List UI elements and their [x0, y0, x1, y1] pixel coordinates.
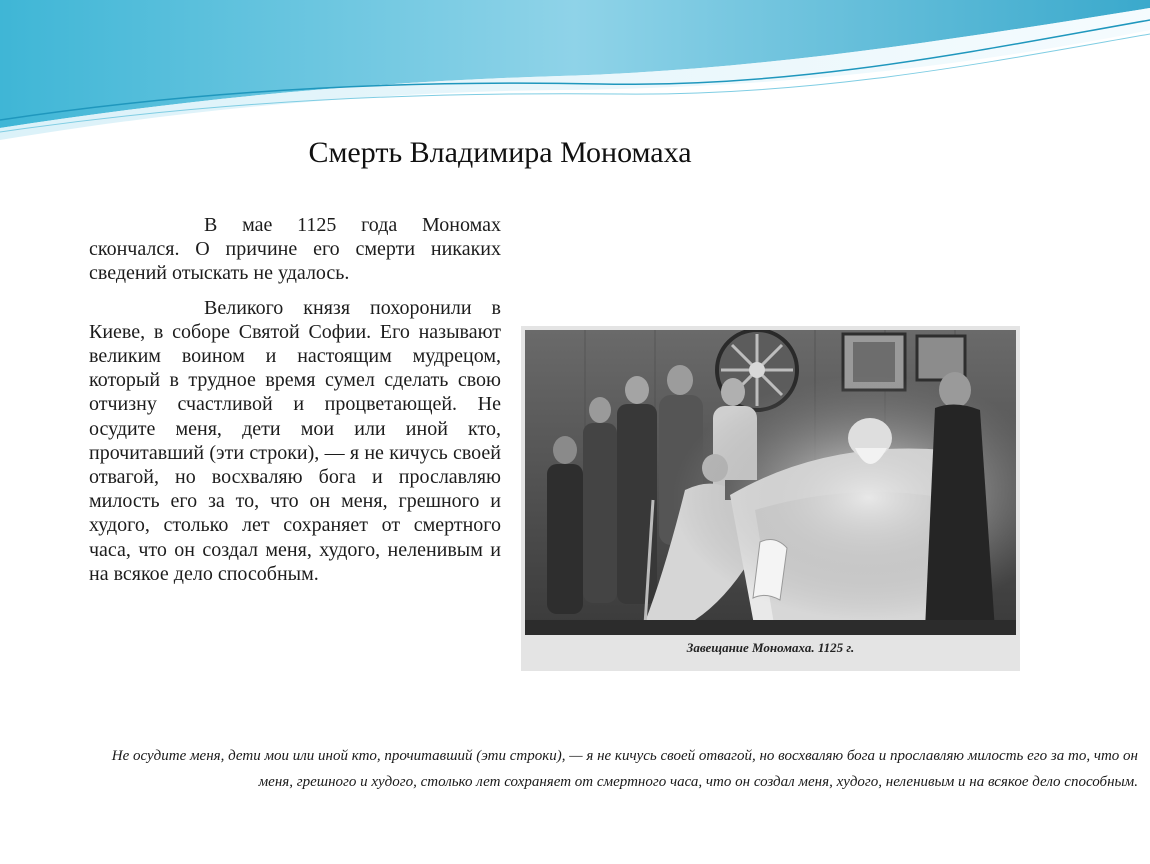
paragraph-burial: Великого князя похоронили в Киеве, в соборе Святой Софии. Его называют великим воином и настоящим мудрецом, который в трудное время сумел сделать свою отчизну счастливой и процветающей. Не осудите меня, дети мои или иной кто, прочитавший (эти строки), — я не кичусь своей отвагой, но восхваляю бога и прославляю милость его за то, что он меня, грешного и худого, столько лет сохраняет от смертного часа, что он создал меня, худого, неленивым и на всякое дело способным.	[89, 296, 501, 585]
painting-figure	[521, 326, 1020, 671]
figure-caption: Завещание Мономаха. 1125 г.	[686, 640, 855, 655]
painting-illustration	[525, 330, 1016, 635]
quote-text: Не осудите меня, дети мои или иной кто, прочитавший (эти строки), — я не кичусь своей отвагой, но восхваляю бога и прославляю милость его за то, что он меня, грешного и худого, столько лет сохраняет от смертного часа, что он создал меня, худого, неленивым и на всякое дело способным.	[111, 748, 1138, 790]
paragraph-death: В мае 1125 года Мономах скончался. О причине его смерти никаких сведений отыскать не удалось.	[89, 214, 501, 285]
page-title: Смерть Владимира Мономаха	[308, 136, 692, 169]
body-text	[89, 213, 501, 596]
wave-header-decoration	[0, 0, 1150, 140]
